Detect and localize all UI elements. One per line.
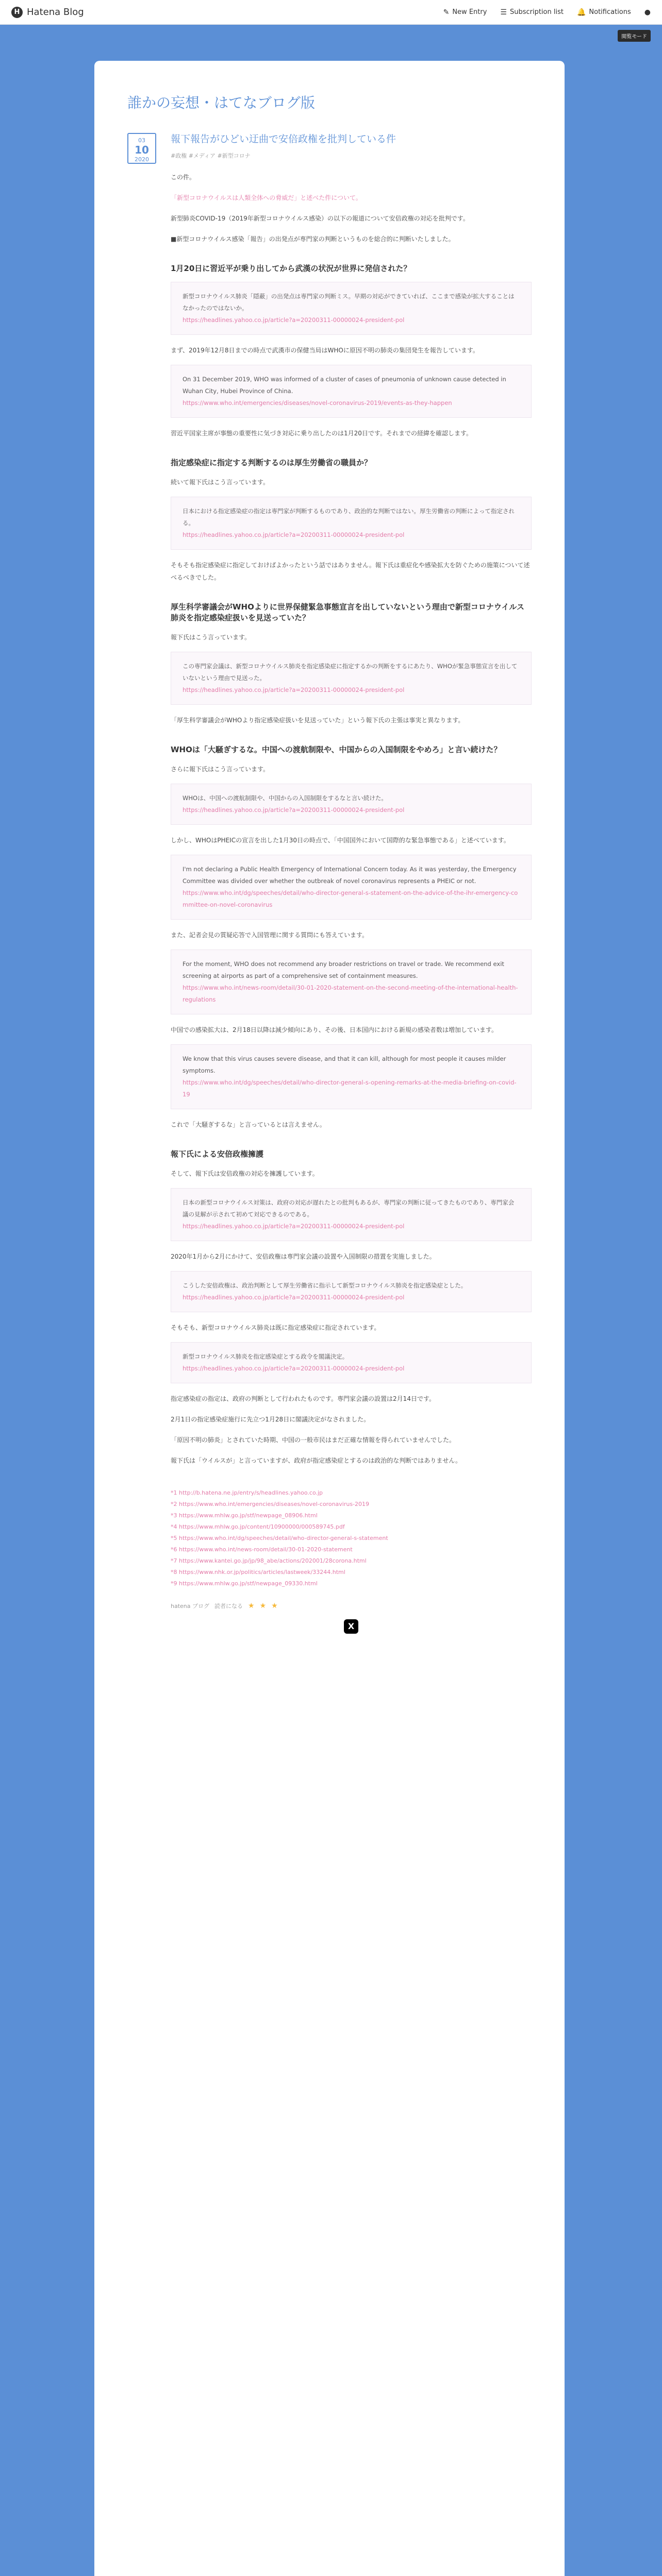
star-icon[interactable]: ★	[259, 1601, 267, 1610]
quote-source-link[interactable]: https://www.who.int/news-room/detail/30-01-2020-statement-on-the-second-meeting-of-the-international-health-regulations	[183, 984, 518, 1003]
blockquote	[171, 950, 532, 1014]
entry-categories[interactable]: #政権 #メディア #新型コロナ	[171, 152, 251, 159]
paragraph: そして、報下氏は安倍政権の対応を擁護しています。	[171, 1170, 319, 1177]
quote-text: 新型コロナウイルス肺炎を指定感染症とする政令を閣議決定。	[183, 1352, 349, 1360]
footnote-link[interactable]: *7 https://www.kantei.go.jp/jp/98_abe/actions/202001/28corona.html	[171, 1557, 367, 1564]
quote-text: こうした安倍政権は、政治判断として厚生労働省に指示して新型コロナウイルス肺炎を指定感染症とした。	[183, 1281, 467, 1289]
blockquote	[171, 497, 532, 550]
quote-source-link[interactable]: https://headlines.yahoo.co.jp/article?a=20200311-00000024-president-pol	[183, 316, 405, 324]
hatena-logo-icon: H	[11, 7, 23, 18]
notifications-label: Notifications	[589, 8, 631, 16]
paragraph: 「原因不明の肺炎」とされていた時期、中国の一般市民はまだ正確な情報を得られていませんでした。	[171, 1436, 456, 1444]
top-bar	[0, 0, 662, 25]
paragraph: しかし、WHOはPHEICの宣言を出した1月30日の時点で、「中国国外において国際的な緊急事態である」と述べています。	[171, 836, 510, 844]
blockquote	[171, 784, 532, 825]
quote-text: 日本の新型コロナウイルス対策は、政府の対応が遅れたとの批判もあるが、専門家の判断に従ってきたものであり、専門家会議の見解が示されて初めて対応できるのである。	[183, 1198, 515, 1218]
paragraph: 2月1日の指定感染症施行に先立つ1月28日に閣議決定がなされました。	[171, 1415, 370, 1423]
paragraph: そもそも、新型コロナウイルス肺炎は既に指定感染症に指定されています。	[171, 1324, 380, 1331]
entry-title[interactable]: 報下報告がひどい迂曲で安倍政権を批判している件	[171, 133, 396, 145]
blockquote	[171, 1044, 532, 1109]
blockquote	[171, 1188, 532, 1241]
paragraph: 報下氏はこう言っています。	[171, 633, 251, 641]
view-mode-badge[interactable]: 閲覧モード	[618, 30, 651, 42]
blockquote	[171, 855, 532, 920]
footnote-link[interactable]: *2 https://www.who.int/emergencies/diseases/novel-coronavirus-2019	[171, 1500, 370, 1507]
avatar-icon: ●	[644, 8, 651, 16]
quote-text: For the moment, WHO does not recommend any broader restrictions on travel or trade. We recommend exit screening at airports as part of a comprehensive set of containment measures.	[183, 960, 504, 979]
list-icon: ☰	[500, 8, 507, 16]
main-card	[94, 61, 565, 2576]
quote-text: On 31 December 2019, WHO was informed of a cluster of cases of pneumonia of unknown cause detected in Wuhan City, Hubei Province of China.	[183, 375, 506, 395]
brand-name: Hatena Blog	[27, 7, 84, 18]
paragraph: ■新型コロナウイルス感染「報告」の出発点が専門家の判断というものを総合的に判断いたしました。	[171, 235, 455, 243]
paragraph[interactable]: 「新型コロナウイルスは人類全体への脅威だ」と述べた件について。	[171, 194, 362, 201]
subscription-list-link[interactable]	[500, 8, 564, 16]
quote-source-link[interactable]: https://www.who.int/emergencies/diseases/novel-coronavirus-2019/events-as-they-happen	[183, 399, 452, 406]
section-heading: WHOは「大騒ぎするな。中国への渡航制限や、中国からの入国制限をやめろ」と言い続けた？	[171, 744, 502, 754]
blockquote	[171, 652, 532, 705]
quote-source-link[interactable]: https://headlines.yahoo.co.jp/article?a=20200311-00000024-president-pol	[183, 1364, 405, 1372]
blockquote	[171, 1342, 532, 1383]
quote-source-link[interactable]: https://www.who.int/dg/speeches/detail/who-director-general-s-opening-remarks-at-the-media-briefing-on-covid-19	[183, 1078, 517, 1098]
paragraph: 習近平国家主席が事態の重要性に気づき対応に乗り出したのは1月20日です。それまでの経緯を確認します。	[171, 429, 472, 437]
footnote-link[interactable]: *9 https://www.mhlw.go.jp/stf/newpage_09330.html	[171, 1580, 318, 1587]
paragraph: さらに報下氏はこう言っています。	[171, 765, 270, 773]
quote-source-link[interactable]: https://headlines.yahoo.co.jp/article?a=20200311-00000024-president-pol	[183, 686, 405, 693]
paragraph: 中国での感染拡大は、2月18日以降は減少傾向にあり、その後、日本国内における新規の感染者数は増加しています。	[171, 1026, 498, 1033]
paragraph: また、記者会見の質疑応答で入国管理に関する質問にも答えています。	[171, 931, 369, 939]
quote-text: 新型コロナウイルス肺炎「隠蔽」の出発点は専門家の判断ミス。早期の対応ができていれば、ここまで感染が拡大することはなかったのではないか。	[183, 292, 515, 312]
top-nav	[443, 8, 651, 16]
paragraph: 続いて報下氏はこう言っています。	[171, 478, 270, 486]
paragraph: そもそも指定感染症に指定しておけばよかったという話ではありません。報下氏は重症化や感染拡大を防ぐための施策について述べるべきでした。	[171, 561, 530, 581]
user-avatar[interactable]	[644, 8, 651, 16]
paragraph: 指定感染症の指定は、政府の判断として行われたものです。専門家会議の設置は2月14日です。	[171, 1395, 435, 1402]
bell-icon: 🔔	[576, 8, 586, 16]
paragraph: この件。	[171, 173, 196, 181]
quote-source-link[interactable]: https://www.who.int/dg/speeches/detail/who-director-general-s-statement-on-the-advice-of-the-ihr-emergency-committee-on-novel-coronavirus	[183, 889, 518, 908]
quote-source-link[interactable]: https://headlines.yahoo.co.jp/article?a=20200311-00000024-president-pol	[183, 1222, 405, 1230]
date-month: 03	[138, 137, 145, 144]
quote-source-link[interactable]: https://headlines.yahoo.co.jp/article?a=20200311-00000024-president-pol	[183, 1293, 405, 1301]
blog-title[interactable]: 誰かの妄想・はてなブログ版	[127, 94, 316, 111]
subscription-label: Subscription list	[509, 8, 564, 16]
footnotes	[171, 1487, 532, 1589]
star-icon[interactable]: ★	[248, 1601, 255, 1610]
paragraph: 報下氏は「ウイルスが」と言っていますが、政府が指定感染症とするのは政治的な判断ではありません。	[171, 1456, 462, 1464]
quote-text: We know that this virus causes severe disease, and that it can kill, although for most people it causes milder symptoms.	[183, 1055, 506, 1074]
paragraph: まず、2019年12月8日までの時点で武漢市の保健当局はWHOに原因不明の肺炎の集団発生を報告しています。	[171, 346, 479, 354]
share-label: hatena ブログ	[171, 1602, 210, 1609]
paragraph: 2020年1月から2月にかけて、安倍政権は専門家会議の設置や入国制限の措置を実施しました。	[171, 1252, 436, 1260]
quote-text: WHOは、中国への渡航制限や、中国からの入国制限をするなと言い続けた。	[183, 794, 387, 802]
blockquote	[171, 365, 532, 418]
entry-body	[171, 133, 532, 1634]
new-entry-link[interactable]	[443, 8, 487, 16]
quote-text: I'm not declaring a Public Health Emergency of International Concern today. As it was yesterday, the Emergency Committee was divided over whether the outbreak of novel coronavirus represents a PHEIC or not.	[183, 865, 517, 885]
quote-text: 日本における指定感染症の指定は専門家が判断するものであり、政治的な判断ではない。厚生労働省の判断によって指定される。	[183, 507, 515, 527]
quote-source-link[interactable]: https://headlines.yahoo.co.jp/article?a=20200311-00000024-president-pol	[183, 806, 405, 814]
footnote-link[interactable]: *3 https://www.mhlw.go.jp/stf/newpage_08906.html	[171, 1512, 318, 1519]
date-day: 10	[135, 144, 149, 157]
footnote-link[interactable]: *5 https://www.who.int/dg/speeches/detail/who-director-general-s-statement	[171, 1534, 388, 1541]
footnote-link[interactable]: *1 http://b.hatena.ne.jp/entry/s/headlines.yahoo.co.jp	[171, 1489, 323, 1496]
share-bar	[171, 1602, 532, 1610]
section-heading: 1月20日に習近平が乗り出してから武漢の状況が世界に発信された？	[171, 263, 411, 273]
star-icon[interactable]: ★	[271, 1601, 278, 1610]
pencil-icon: ✎	[443, 8, 450, 16]
notifications-link[interactable]	[577, 8, 631, 16]
entry-date[interactable]	[127, 133, 156, 164]
footnote-link[interactable]: *4 https://www.mhlw.go.jp/content/10900000/000589745.pdf	[171, 1523, 345, 1530]
quote-text: この専門家会議は、新型コロナウイルス肺炎を指定感染症に指定するかの判断をするにあたり、WHOが緊急事態宣言を出していないという理由で見送った。	[183, 662, 518, 682]
section-heading: 報下氏による安倍政権擁護	[171, 1149, 264, 1159]
blockquote	[171, 282, 532, 335]
blockquote	[171, 1271, 532, 1312]
section-heading: 指定感染症に指定する判断するのは厚生労働省の職員か？	[171, 457, 372, 467]
entry	[127, 133, 532, 1634]
read-more-link[interactable]: 読者になる	[214, 1602, 243, 1609]
footnote-link[interactable]: *8 https://www.nhk.or.jp/politics/articles/lastweek/33244.html	[171, 1568, 345, 1575]
hatena-blog-logo[interactable]	[11, 7, 84, 18]
paragraph: これで「大騒ぎするな」と言っているとは言えません。	[171, 1121, 326, 1128]
paragraph: 「厚生科学審議会がWHOより指定感染症扱いを見送っていた」という報下氏の主張は事実と異なります。	[171, 716, 465, 724]
new-entry-label: New Entry	[452, 8, 487, 16]
footnote-link[interactable]: *6 https://www.who.int/news-room/detail/30-01-2020-statement	[171, 1546, 353, 1553]
date-year: 2020	[135, 156, 149, 163]
quote-source-link[interactable]: https://headlines.yahoo.co.jp/article?a=20200311-00000024-president-pol	[183, 531, 405, 538]
section-heading: 厚生科学審議会がWHOよりに世界保健緊急事態宣言を出していないという理由で新型コロナウイルス肺炎を指定感染症扱いを見送っていた？	[171, 602, 524, 622]
x-share-icon[interactable]: X	[344, 1619, 358, 1634]
paragraph: 新型肺炎COVID-19（2019年新型コロナウイルス感染）の以下の報道について安倍政権の対応を批判です。	[171, 214, 469, 222]
